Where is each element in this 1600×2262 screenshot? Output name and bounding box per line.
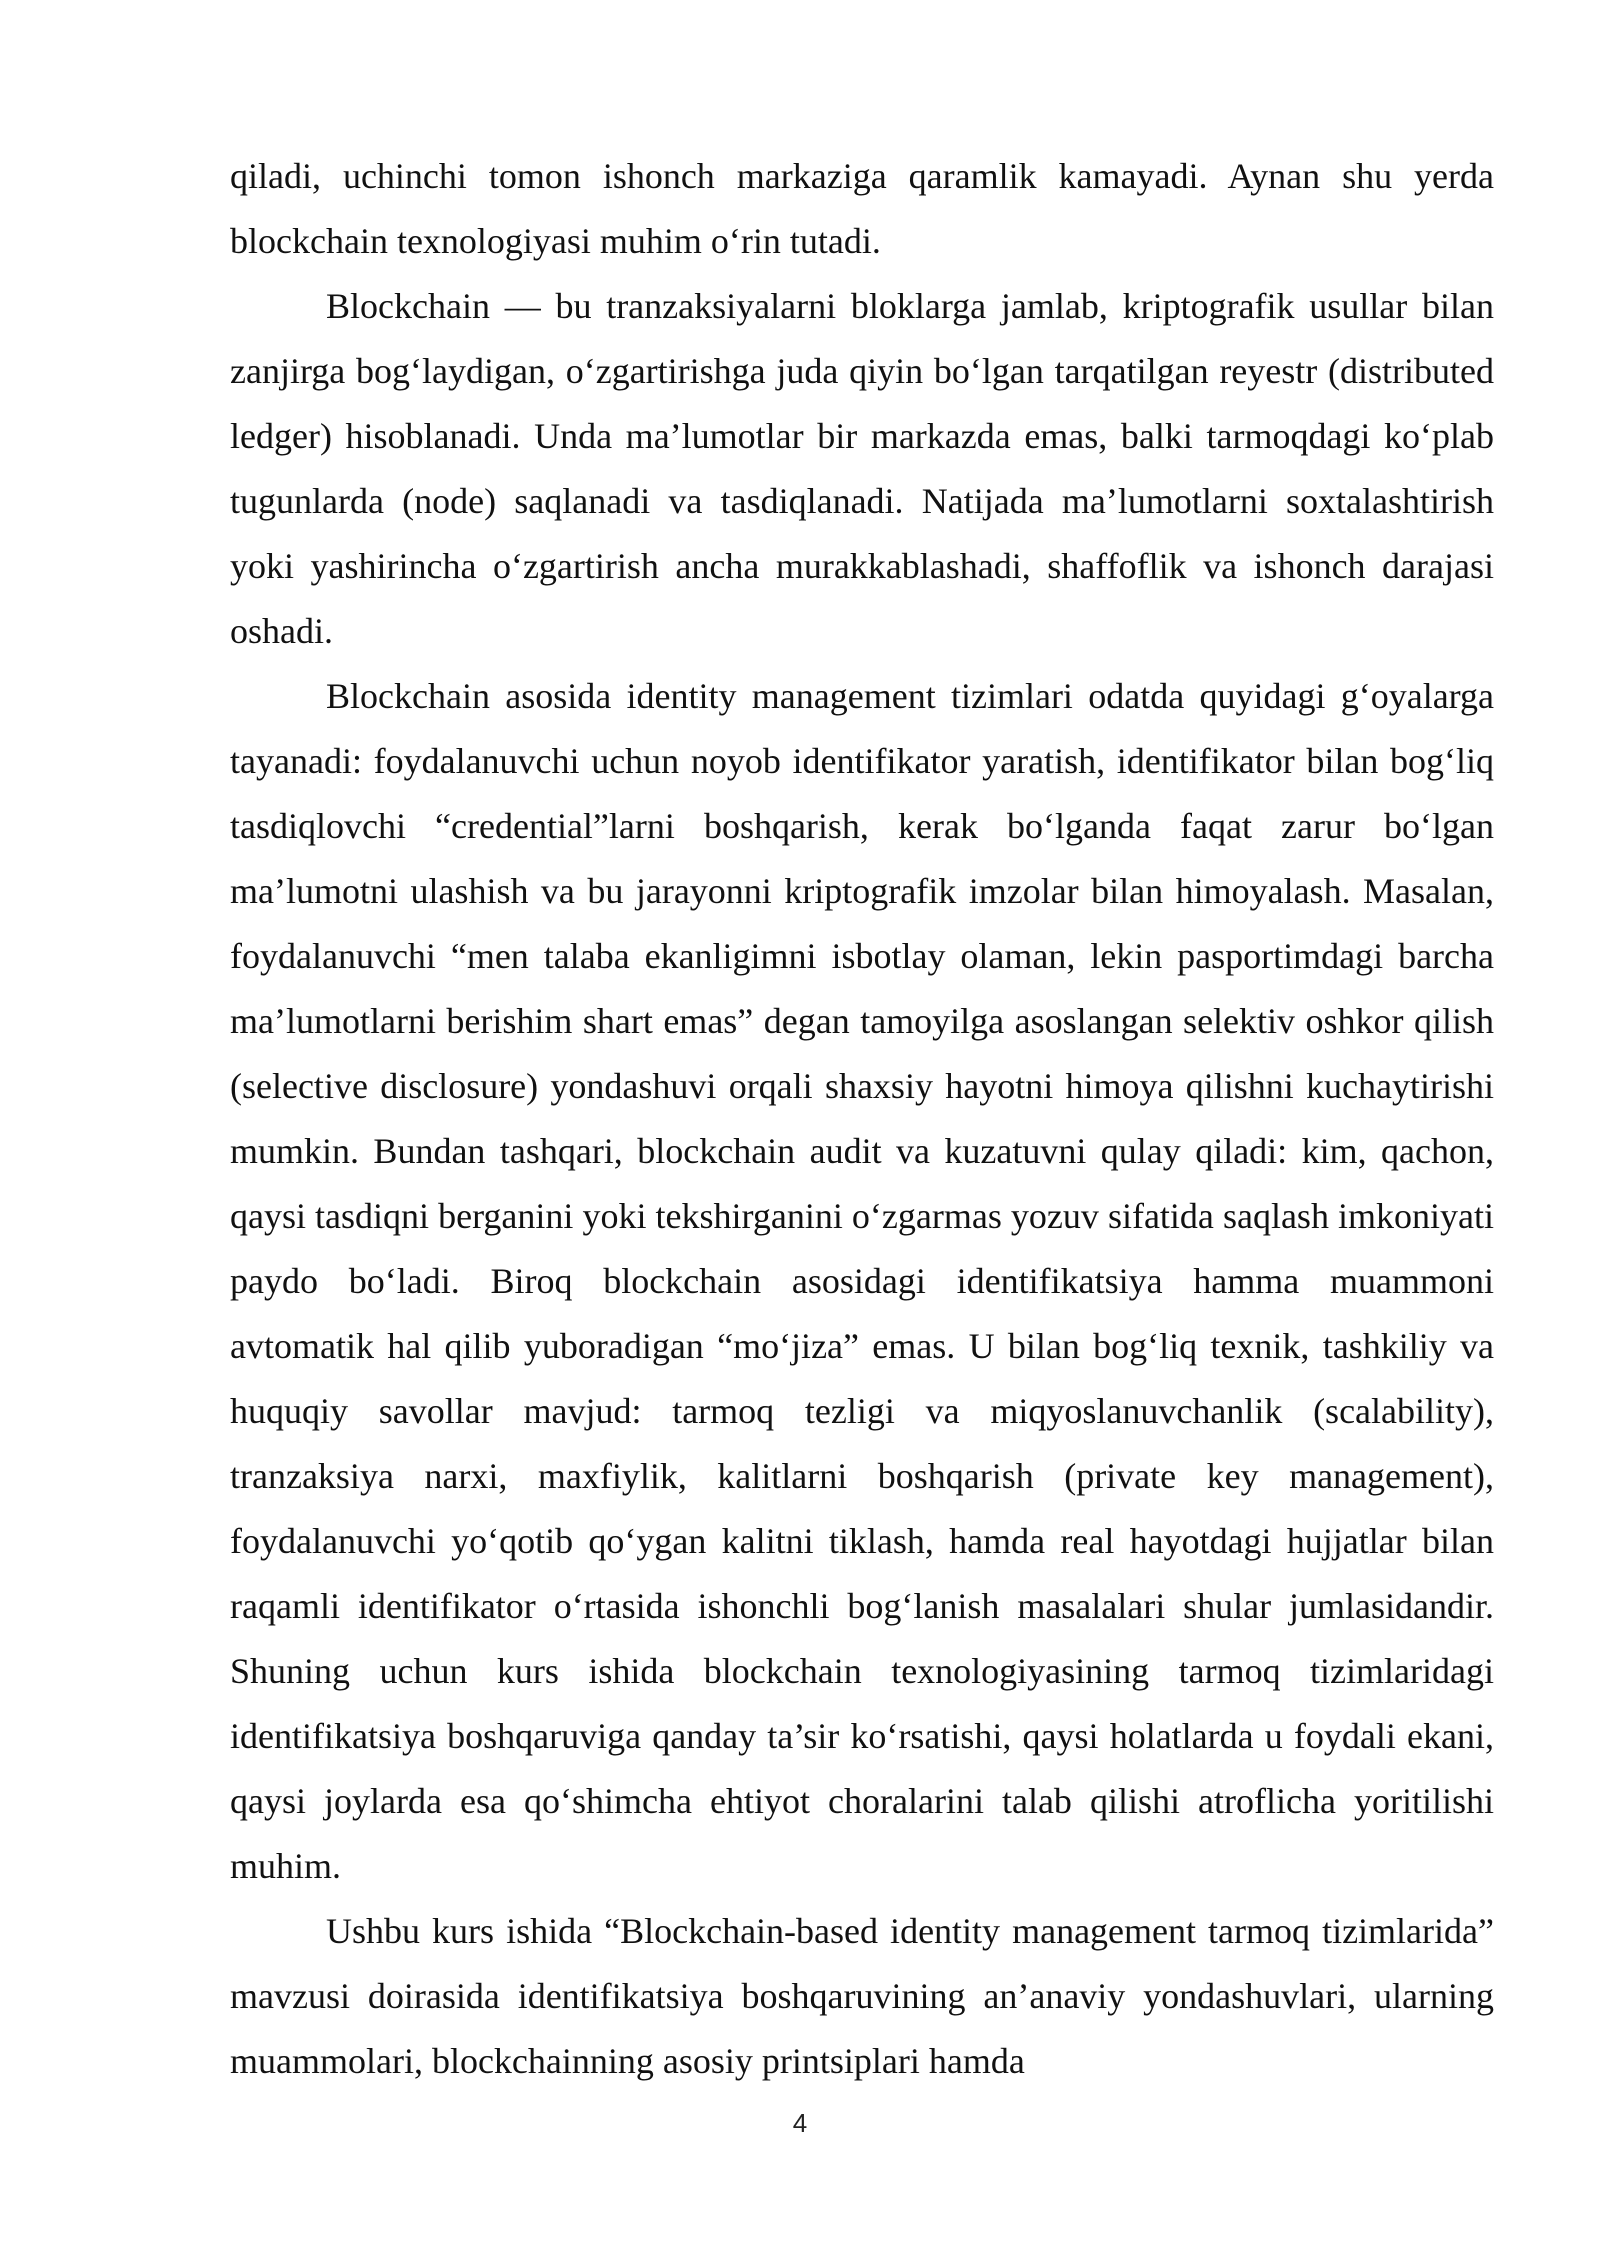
paragraph-blockchain-definition: Blockchain — bu tranzaksiyalarni bloklarga jamlab, kriptografik usullar bilan zanjirga bog‘laydigan, o‘zgartirishga juda qiyin bo‘lgan tarqatilgan reyestr (distributed ledger) hisoblanadi. Unda ma’lumotlar bir markazda emas, balki tarmoqdagi ko‘plab tugunlarda (node) saqlanadi va tasdiqlanadi. Natijada ma’lumotlarni soxtalashtirish yoki yashirincha o‘zgartirish ancha murakkablashadi, shaffoflik va ishonch darajasi oshadi. <box>230 286 1494 651</box>
page-number: 4 <box>792 2108 808 2138</box>
body-text <box>230 144 1494 2094</box>
paragraph-continuation: qiladi, uchinchi tomon ishonch markaziga qaramlik kamayadi. Aynan shu yerda blockchain texnologiyasi muhim o‘rin tutadi. <box>230 156 1494 261</box>
paragraph-course-scope: Ushbu kurs ishida “Blockchain-based identity management tarmoq tizimlarida” mavzusi doirasida identifikatsiya boshqaruvining an’anaviy yondashuvlari, ularning muammolari, blockchainning asosiy printsiplari hamda <box>230 1911 1494 2081</box>
paragraph-identity-management: Blockchain asosida identity management tizimlari odatda quyidagi g‘oyalarga tayanadi: foydalanuvchi uchun noyob identifikator yaratish, identifikator bilan bog‘liq tasdiqlovchi “credential”larni boshqarish, kerak bo‘lganda faqat zarur bo‘lgan ma’lumotni ulashish va bu jarayonni kriptografik imzolar bilan himoyalash. Masalan, foydalanuvchi “men talaba ekanligimni isbotlay olaman, lekin pasportimdagi barcha ma’lumotlarni berishim shart emas” degan tamoyilga asoslangan selektiv oshkor qilish (selective disclosure) yondashuvi orqali shaxsiy hayotni himoya qilishni kuchaytirishi mumkin. Bundan tashqari, blockchain audit va kuzatuvni qulay qiladi: kim, qachon, qaysi tasdiqni berganini yoki tekshirganini o‘zgarmas yozuv sifatida saqlash imkoniyati paydo bo‘ladi. Biroq blockchain asosidagi identifikatsiya hamma muammoni avtomatik hal qilib yuboradigan “mo‘jiza” emas. U bilan bog‘liq texnik, tashkiliy va huquqiy savollar mavjud: tarmoq tezligi va miqyoslanuvchanlik (scalability), tranzaksiya narxi, maxfiylik, kalitlarni boshqarish (private key management), foydalanuvchi yo‘qotib qo‘ygan kalitni tiklash, hamda real hayotdagi hujjatlar bilan raqamli identifikator o‘rtasida ishonchli bog‘lanish masalalari shular jumlasidandir. Shuning uchun kurs ishida blockchain texnologiyasining tarmoq tizimlaridagi identifikatsiya boshqaruviga qanday ta’sir ko‘rsatishi, qaysi holatlarda u foydali ekani, qaysi joylarda esa qo‘shimcha ehtiyot choralarini talab qilishi atroflicha yoritilishi muhim. <box>230 676 1494 1886</box>
